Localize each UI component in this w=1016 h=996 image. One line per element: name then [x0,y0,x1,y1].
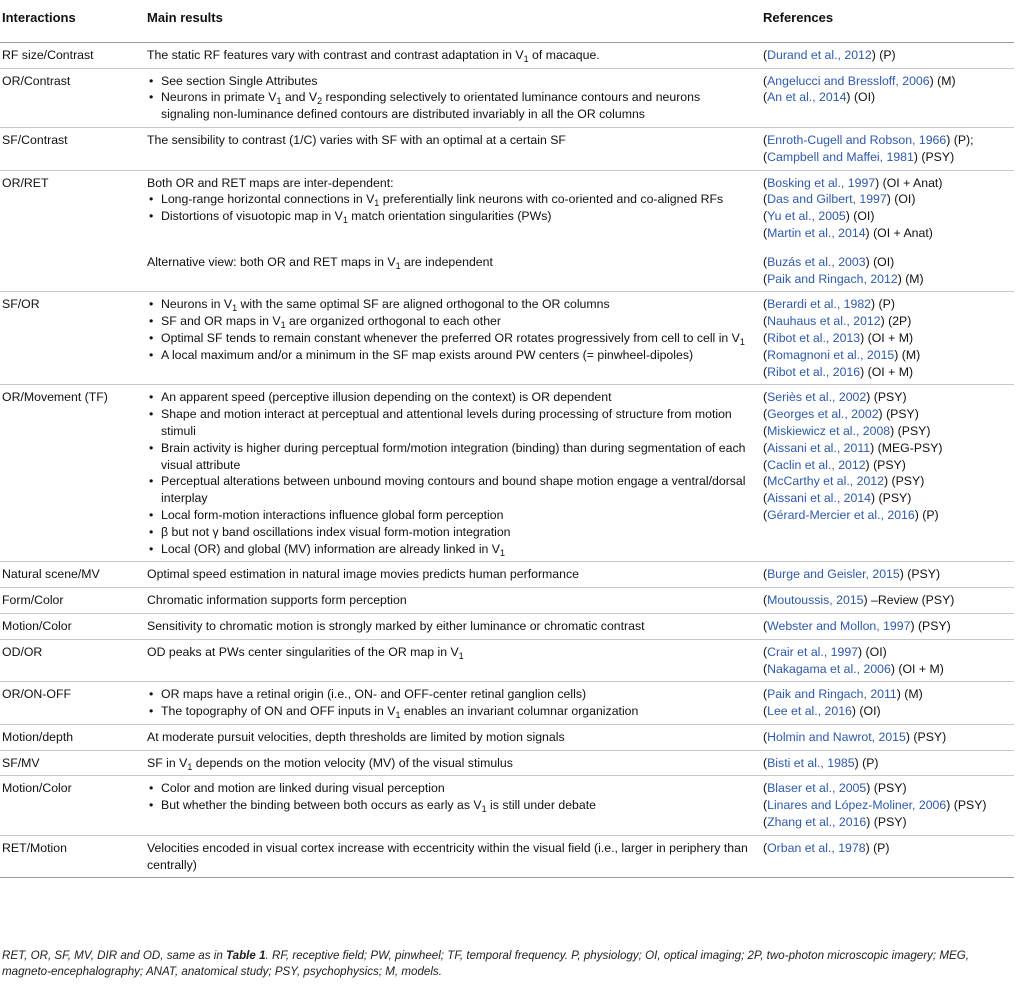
references-cell [757,42,1014,68]
reference-entry: (Holmin and Nawrot, 2015) (PSY) [763,729,947,744]
reference-link[interactable]: Crair et al., 1997 [767,644,859,659]
reference-method-tag: (P) [862,755,879,770]
reference-entry: (Bisti et al., 1985) (P) [763,755,879,770]
reference-entry: (Orban et al., 1978) (P) [763,840,890,855]
list-item: • Shape and motion interact at perceptual and attentional levels during processing of structure from motion stimuli [147,406,751,440]
reference-link[interactable]: Georges et al., 2002 [767,407,879,422]
reference-entry: (Aissani et al., 2011) (MEG-PSY) [763,440,943,455]
reference-entry: (Martin et al., 2014) (OI + Anat) [763,225,933,240]
reference-method-tag: (OI) [853,90,876,105]
reference-link[interactable]: Paik and Ringach, 2011 [767,687,897,702]
reference-method-tag: (PSY) [907,567,941,582]
reference-method-tag: (P); [953,132,974,147]
result-cell: Chromatic information supports form perception [141,588,757,614]
table-row [0,613,1014,639]
reference-link[interactable]: Orban et al., 1978 [767,840,866,855]
list-item: • SF and OR maps in $V_1$ are organized orthogonal to each other [147,313,751,330]
reference-link[interactable]: Moutoussis, 2015 [767,593,864,608]
reference-link[interactable]: Bosking et al., 1997 [767,175,876,190]
references-cell [757,385,1014,562]
reference-entry: (Buzás et al., 2003) (OI) [763,254,895,269]
table-row [0,776,1014,835]
list-item: • See section Single Attributes [147,73,751,90]
interaction-cell: SF/Contrast [0,127,141,170]
list-item: • β but not γ band oscillations index visual form-motion integration [147,524,751,541]
table-row [0,127,1014,170]
interaction-cell [0,246,141,292]
references-cell [757,170,1014,246]
reference-entry: (Seriès et al., 2002) (PSY) [763,390,907,405]
reference-link[interactable]: McCarthy et al., 2012 [767,474,884,489]
list-item: • Neurons in primate $V_1$ and $V_2$ responding selectively to orientated luminance contours and neurons signaling non-luminance defined contours are distributed invariably in all the OR columns [147,89,751,123]
reference-entry: (Lee et al., 2016) (OI) [763,704,881,719]
interaction-cell: SF/OR [0,292,141,385]
interaction-cell: Natural scene/MV [0,562,141,588]
references-cell [757,562,1014,588]
reference-link[interactable]: Gérard-Mercier et al., 2016 [767,507,915,522]
reference-link[interactable]: Berardi et al., 1982 [767,297,872,312]
reference-entry: (Yu et al., 2005) (OI) [763,209,875,224]
reference-link[interactable]: Holmin and Nawrot, 2015 [767,729,906,744]
reference-link[interactable]: Das and Gilbert, 1997 [767,192,887,207]
table-row [0,588,1014,614]
interaction-cell: SF/MV [0,750,141,776]
reference-entry: (Blaser et al., 2005) (PSY) [763,781,907,796]
reference-link[interactable]: Burge and Geisler, 2015 [767,567,900,582]
references-cell [757,724,1014,750]
reference-entry: (Berardi et al., 1982) (P) [763,297,895,312]
reference-link[interactable]: An et al., 2014 [767,90,847,105]
list-item: • A local maximum and/or a minimum in the SF map exists around PW centers (= pinwheel-dipoles) [147,347,751,364]
result-cell [141,776,757,835]
reference-entry: (Linares and López-Moliner, 2006) (PSY) [763,798,987,813]
reference-method-tag: (P) [879,47,896,62]
reference-link[interactable]: Zhang et al., 2016 [767,815,867,830]
table-row [0,639,1014,682]
reference-entry: (Crair et al., 1997) (OI) [763,644,887,659]
reference-method-tag: (PSY) [913,729,947,744]
table-row [0,682,1014,725]
reference-entry: (Angelucci and Bressloff, 2006) (M) [763,73,956,88]
list-item: • An apparent speed (perceptive illusion depending on the context) is OR dependent [147,389,751,406]
references-cell [757,639,1014,682]
reference-method-tag: (OI + M) [867,330,914,345]
interaction-cell: Motion/Color [0,613,141,639]
reference-method-tag: (PSY) [953,798,987,813]
list-item: • Brain activity is higher during perceptual form/motion integration (binding) than during segmentation of each visual attribute [147,440,751,474]
table-reference-link[interactable]: Table 1 [226,949,266,962]
result-cell [141,68,757,127]
reference-entry: (Nakagama et al., 2006) (OI + M) [763,661,944,676]
table-row [0,724,1014,750]
table-row [0,42,1014,68]
reference-link[interactable]: Angelucci and Bressloff, 2006 [767,73,930,88]
reference-link[interactable]: Campbell and Maffei, 1981 [767,149,914,164]
table-row [0,835,1014,878]
reference-method-tag: (PSY) [878,491,912,506]
result-cell: At moderate pursuit velocities, depth thresholds are limited by motion signals [141,724,757,750]
reference-link[interactable]: Paik and Ringach, 2012 [767,271,898,286]
reference-method-tag: (PSY) [873,390,907,405]
reference-method-tag: (PSY) [873,815,907,830]
reference-method-tag: (OI) [873,254,895,269]
reference-entry: (Miskiewicz et al., 2008) (PSY) [763,423,931,438]
result-cell [141,682,757,725]
header-main-results: Main results [141,4,757,42]
reference-method-tag: (P) [873,840,890,855]
reference-link[interactable]: Enroth-Cugell and Robson, 1966 [767,132,947,147]
reference-entry: (Aissani et al., 2014) (PSY) [763,491,912,506]
reference-method-tag: (OI + Anat) [882,175,943,190]
reference-link[interactable]: Blaser et al., 2005 [767,781,867,796]
reference-entry: (Nauhaus et al., 2012) (2P) [763,314,912,329]
table-row [0,562,1014,588]
interaction-cell: Form/Color [0,588,141,614]
interaction-cell: OD/OR [0,639,141,682]
result-cell: SF in $V_1$ depends on the motion velocity (MV) of the visual stimulus [141,750,757,776]
reference-method-tag: (2P) [888,314,912,329]
reference-entry: (Romagnoni et al., 2015) (M) [763,347,921,362]
reference-entry: (Zhang et al., 2016) (PSY) [763,815,907,830]
reference-entry: (Caclin et al., 2012) (PSY) [763,457,906,472]
reference-entry: (McCarthy et al., 2012) (PSY) [763,474,925,489]
interaction-cell: RF size/Contrast [0,42,141,68]
list-item: • Color and motion are linked during visual perception [147,780,751,797]
reference-method-tag: (M) [901,347,921,362]
result-cell: The static RF features vary with contrast and contrast adaptation in $V_1$ of macaque. [141,42,757,68]
result-cell: Optimal speed estimation in natural image movies predicts human performance [141,562,757,588]
result-cell: Sensitivity to chromatic motion is strongly marked by either luminance or chromatic contrast [141,613,757,639]
reference-method-tag: (OI + Anat) [873,225,933,240]
reference-entry: (Campbell and Maffei, 1981) (PSY) [763,149,955,164]
list-item: • Long-range horizontal connections in $V_1$ preferentially link neurons with co-oriented and co-aligned RFs [147,191,751,208]
table-footnote: RET, OR, SF, MV, DIR and OD, same as in Table 1. RF, receptive field; PW, pinwheel; TF, temporal frequency. P, physiology; OI, optical imaging; 2P, two-photon microscopic imagery; MEG, magneto-encephalography; ANAT, anatomical study; PSY, psychophysics; M, models. [2,949,969,978]
result-cell: The sensibility to contrast (1/C) varies with SF with an optimal at a certain SF [141,127,757,170]
table-row [0,246,1014,292]
reference-entry: (An et al., 2014) (OI) [763,90,876,105]
result-intro: Both OR and RET maps are inter-dependent: [147,175,394,190]
list-item: • OR maps have a retinal origin (i.e., ON- and OFF-center retinal ganglion cells) [147,686,751,703]
reference-method-tag: (OI) [859,704,881,719]
references-cell [757,835,1014,878]
reference-method-tag: (PSY) [897,423,931,438]
reference-link[interactable]: Martin et al., 2014 [767,225,866,240]
reference-method-tag: (PSY) [917,618,951,633]
header-interactions: Interactions [0,4,141,42]
result-cell [141,292,757,385]
result-cell [141,170,757,246]
reference-entry: (Webster and Mollon, 1997) (PSY) [763,618,951,633]
reference-link[interactable]: Buzás et al., 2003 [767,254,866,269]
reference-link[interactable]: Aissani et al., 2014 [767,491,872,506]
reference-entry: (Paik and Ringach, 2011) (M) [763,687,923,702]
list-item: • Distortions of visuotopic map in $V_1$ match orientation singularities (PWs) [147,208,751,225]
interaction-cell: OR/Movement (TF) [0,385,141,562]
reference-entry: (Enroth-Cugell and Robson, 1966) (P); [763,132,974,147]
reference-link[interactable]: Nakagama et al., 2006 [767,661,891,676]
reference-method-tag: (PSY) [873,781,907,796]
references-cell [757,292,1014,385]
reference-method-tag: –Review (PSY) [871,593,955,608]
references-cell [757,127,1014,170]
reference-link[interactable]: Bisti et al., 1985 [767,755,855,770]
reference-entry: (Bosking et al., 1997) (OI + Anat) [763,175,943,190]
reference-method-tag: (PSY) [891,474,925,489]
references-cell [757,776,1014,835]
table-row [0,385,1014,562]
reference-entry: (Paik and Ringach, 2012) (M) [763,271,924,286]
reference-link[interactable]: Webster and Mollon, 1997 [767,618,911,633]
reference-entry: (Burge and Geisler, 2015) (PSY) [763,567,941,582]
reference-link[interactable]: Ribot et al., 2016 [767,364,861,379]
reference-link[interactable]: Lee et al., 2016 [767,704,852,719]
table-row [0,68,1014,127]
list-item: • Optimal SF tends to remain constant whenever the preferred OR rotates progressively from cell to cell in $V_1$ [147,330,751,347]
reference-link[interactable]: Linares and López-Moliner, 2006 [767,798,947,813]
reference-link[interactable]: Nauhaus et al., 2012 [767,314,881,329]
result-cell: Velocities encoded in visual cortex increase with eccentricity within the visual field (i.e., larger in periphery than centrally) [141,835,757,878]
interaction-cell: Motion/depth [0,724,141,750]
reference-entry: (Ribot et al., 2013) (OI + M) [763,330,914,345]
reference-method-tag: (M) [904,687,923,702]
interaction-cell: OR/Contrast [0,68,141,127]
reference-method-tag: (P) [922,507,939,522]
list-item: • The topography of ON and OFF inputs in $V_1$ enables an invariant columnar organization [147,703,751,720]
interaction-cell: Motion/Color [0,776,141,835]
reference-method-tag: (M) [905,271,924,286]
reference-link[interactable]: Romagnoni et al., 2015 [767,347,895,362]
references-cell [757,613,1014,639]
interaction-cell: RET/Motion [0,835,141,878]
reference-link[interactable]: Miskiewicz et al., 2008 [767,423,891,438]
interaction-cell: OR/ON-OFF [0,682,141,725]
references-cell [757,682,1014,725]
reference-entry: (Moutoussis, 2015) –Review (PSY) [763,593,955,608]
reference-link[interactable]: Seriès et al., 2002 [767,390,867,405]
reference-entry: (Ribot et al., 2016) (OI + M) [763,364,914,379]
references-cell [757,246,1014,292]
result-cell: OD peaks at PWs center singularities of the OR map in $V_1$ [141,639,757,682]
reference-method-tag: (OI) [894,192,916,207]
reference-method-tag: (PSY) [886,407,919,422]
reference-link[interactable]: Caclin et al., 2012 [767,457,866,472]
table-row [0,292,1014,385]
reference-method-tag: (M) [937,73,956,88]
references-cell [757,750,1014,776]
reference-method-tag: (PSY) [921,149,955,164]
reference-method-tag: (MEG-PSY) [877,440,943,455]
reference-entry: (Das and Gilbert, 1997) (OI) [763,192,916,207]
reference-link[interactable]: Aissani et al., 2011 [767,440,871,455]
reference-method-tag: (OI) [865,644,887,659]
references-cell [757,68,1014,127]
reference-method-tag: (PSY) [873,457,906,472]
table-header-row [0,4,1014,42]
reference-link[interactable]: Yu et al., 2005 [767,209,846,224]
list-item: • Local form-motion interactions influence global form perception [147,507,751,524]
interactions-table [0,4,1014,878]
reference-link[interactable]: Durand et al., 2012 [767,47,872,62]
list-item: • But whether the binding between both occurs as early as $V_1$ is still under debate [147,797,751,814]
reference-link[interactable]: Ribot et al., 2013 [767,330,861,345]
table-row [0,170,1014,246]
reference-method-tag: (P) [878,297,895,312]
list-item: • Perceptual alterations between unbound moving contours and bound shape motion engage a ventral/dorsal interplay [147,473,751,507]
header-references: References [757,4,1014,42]
reference-method-tag: (OI + M) [898,661,944,676]
list-item: • Local (OR) and global (MV) information are already linked in $V_1$ [147,541,751,558]
reference-entry: (Durand et al., 2012) (P) [763,47,896,62]
result-cell: Alternative view: both OR and RET maps in $V_1$ are independent [141,246,757,292]
reference-method-tag: (OI) [853,209,875,224]
list-item: • Neurons in $V_1$ with the same optimal SF are aligned orthogonal to the OR columns [147,296,751,313]
reference-entry: (Georges et al., 2002) (PSY) [763,407,919,422]
table-row [0,750,1014,776]
interaction-cell: OR/RET [2,175,49,190]
result-cell [141,385,757,562]
reference-entry: (Gérard-Mercier et al., 2016) (P) [763,507,939,522]
references-cell [757,588,1014,614]
reference-method-tag: (OI + M) [867,364,914,379]
